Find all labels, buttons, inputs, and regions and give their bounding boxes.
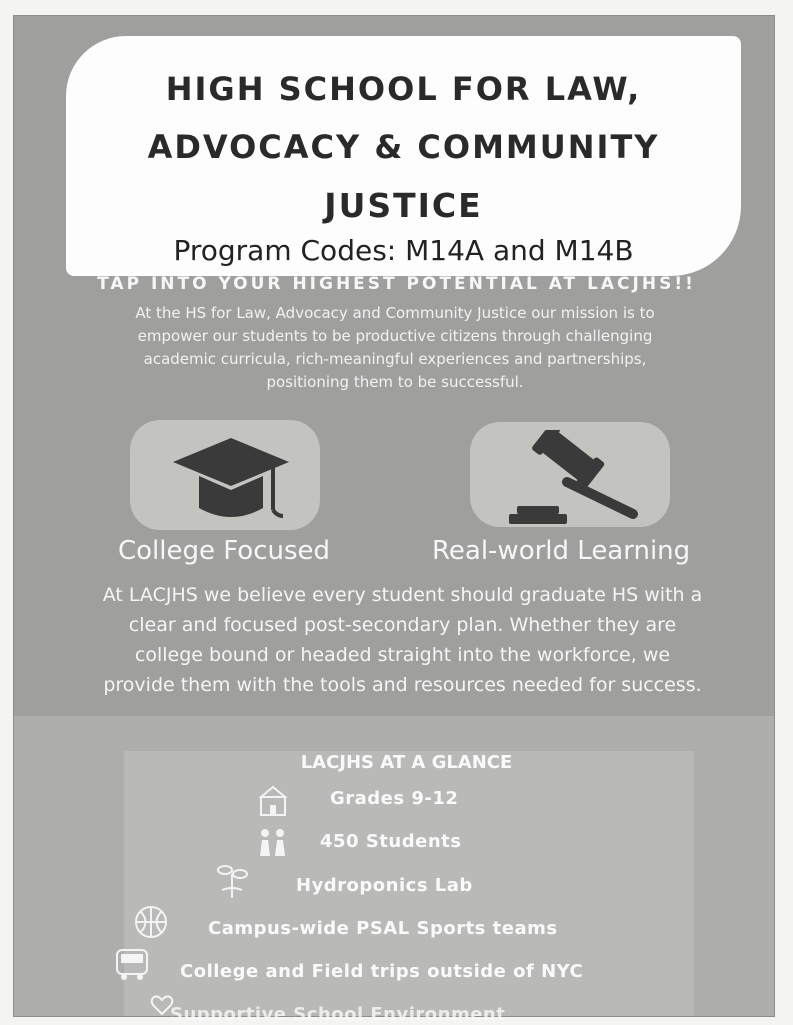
glance-item-sports: Campus-wide PSAL Sports teams — [208, 918, 558, 939]
belief-statement: At LACJHS we believe every student should graduate HS with a clear and focused post-secondary plan. Whether they are college bound or headed straight into the workforce, we provide them with the tools and resources needed for success. — [102, 584, 703, 696]
title-line-3: JUSTICE — [324, 186, 483, 225]
glance-item-grades: Grades 9-12 — [330, 788, 459, 809]
glance-item-environment: Supportive School Environment — [170, 1004, 506, 1025]
tagline: TAP INTO YOUR HIGHEST POTENTIAL AT LACJHS!! — [97, 274, 696, 294]
sports-ball-icon — [130, 903, 172, 941]
title-line-1: HIGH SCHOOL FOR LAW, — [165, 70, 642, 108]
glance-item-hydroponics: Hydroponics Lab — [296, 875, 473, 896]
students-icon — [256, 826, 290, 858]
graduation-cap-icon — [165, 430, 295, 530]
title-line-2: ADVOCACY & COMMUNITY — [147, 128, 660, 166]
glance-item-trips: College and Field trips outside of NYC — [180, 961, 584, 982]
feature-real-world-learning: Real-world Learning — [432, 536, 691, 566]
gavel-icon — [505, 430, 645, 530]
bus-icon — [112, 946, 152, 982]
title-box — [66, 36, 741, 276]
glance-item-students: 450 Students — [320, 831, 462, 852]
program-codes: Program Codes: M14A and M14B — [173, 234, 634, 267]
mission-statement: At the HS for Law, Advocacy and Community Justice our mission is to empower our students to be productive citizens through challenging academic curricula, rich-meaningful experiences and partnerships, positioning them to be successful. — [135, 304, 655, 391]
school-building-icon — [258, 783, 288, 817]
glance-title: LACJHS AT A GLANCE — [300, 752, 513, 773]
plant-icon — [212, 860, 252, 900]
feature-college-focused: College Focused — [118, 536, 331, 566]
